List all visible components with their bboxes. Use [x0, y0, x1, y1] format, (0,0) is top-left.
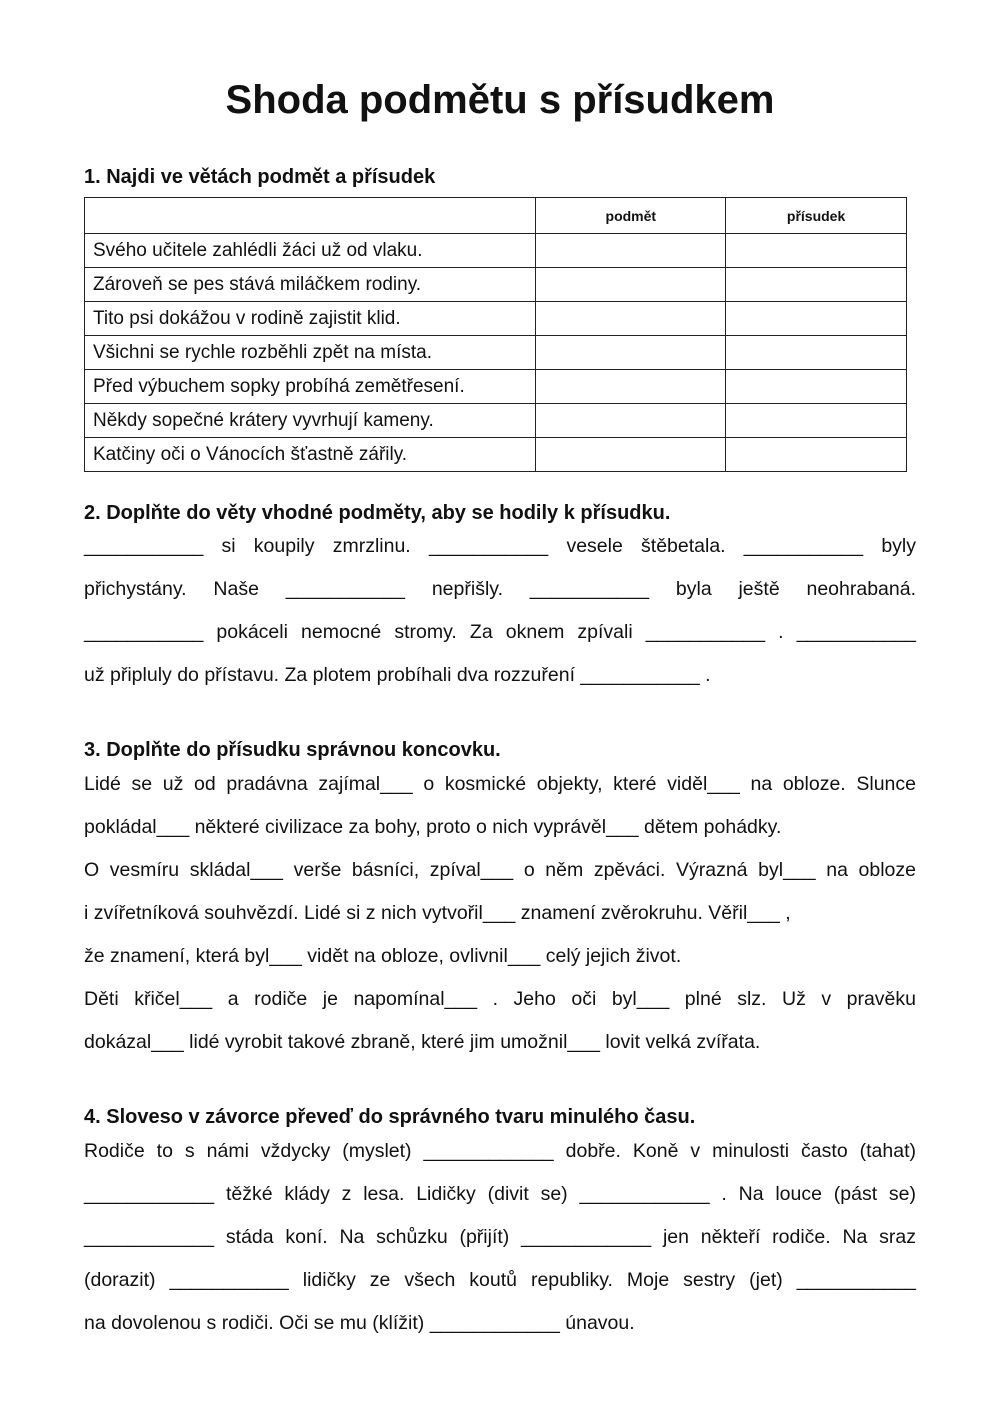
table-header-podmet: podmět [536, 198, 726, 234]
exercise-line: ____________ těžké klády z lesa. Lidičky (divit se) ____________ . Na louce (pást se) [84, 1183, 916, 1205]
sentence-cell: Všichni se rychle rozběhli zpět na místa. [85, 336, 536, 370]
exercise-line: přichystány. Naše ___________ nepřišly. ___________ byla ještě neohrabaná. [84, 578, 916, 600]
exercise-line: už připluly do přístavu. Za plotem probíhali dva rozzuření ___________ . [84, 664, 711, 686]
exercise-line: (dorazit) ___________ lidičky ze všech koutů republiky. Moje sestry (jet) ___________ [84, 1269, 916, 1291]
podmet-cell[interactable] [536, 336, 726, 370]
exercise-line: Rodiče to s námi vždycky (myslet) ____________ dobře. Koně v minulosti často (tahat) [84, 1140, 916, 1162]
table-row [85, 234, 907, 268]
sentence-cell: Svého učitele zahlédli žáci už od vlaku. [85, 234, 536, 268]
table-row [85, 438, 907, 472]
podmet-cell[interactable] [536, 268, 726, 302]
table-row [85, 268, 907, 302]
subject-predicate-table [84, 197, 907, 472]
page-title: Shoda podmětu s přísudkem [225, 78, 775, 122]
exercise-line: dokázal___ lidé vyrobit takové zbraně, které jim umožnil___ lovit velká zvířata. [84, 1031, 761, 1053]
exercise-line: že znamení, která byl___ vidět na obloze, ovlivnil___ celý jejich život. [84, 945, 682, 967]
prisudek-cell[interactable] [726, 268, 907, 302]
table-header-sentence [85, 198, 536, 234]
podmet-cell[interactable] [536, 302, 726, 336]
exercise-line: na dovolenou s rodiči. Oči se mu (klížit) ____________ únavou. [84, 1312, 635, 1334]
section-4-heading: 4. Sloveso v závorce převeď do správného tvaru minulého času. [84, 1106, 696, 1128]
podmet-cell[interactable] [536, 370, 726, 404]
podmet-cell[interactable] [536, 234, 726, 268]
table-row [85, 370, 907, 404]
section-2-heading: 2. Doplňte do věty vhodné podměty, aby se hodily k přísudku. [84, 502, 671, 524]
exercise-line: O vesmíru skládal___ verše básníci, zpíval___ o něm zpěváci. Výrazná byl___ na obloze [84, 859, 916, 881]
sentence-cell: Před výbuchem sopky probíhá zemětřesení. [85, 370, 536, 404]
prisudek-cell[interactable] [726, 336, 907, 370]
section-2-exercise [84, 525, 916, 697]
section-3-heading: 3. Doplňte do přísudku správnou koncovku. [84, 739, 501, 761]
table-header-row [85, 198, 907, 234]
podmet-cell[interactable] [536, 438, 726, 472]
prisudek-cell[interactable] [726, 234, 907, 268]
exercise-line: pokládal___ některé civilizace za bohy, proto o nich vyprávěl___ dětem pohádky. [84, 816, 782, 838]
exercise-line: Lidé se už od pradávna zajímal___ o kosmické objekty, které viděl___ na obloze. Slunce [84, 773, 916, 795]
sentence-cell: Katčiny oči o Vánocích šťastně zářily. [85, 438, 536, 472]
sentence-cell: Zároveň se pes stává miláčkem rodiny. [85, 268, 536, 302]
prisudek-cell[interactable] [726, 438, 907, 472]
exercise-line: i zvířetníková souhvězdí. Lidé si z nich vytvořil___ znamení zvěrokruhu. Věřil___ , [84, 902, 791, 924]
exercise-line: ___________ pokáceli nemocné stromy. Za oknem zpívali ___________ . ___________ [84, 621, 916, 643]
section-1-heading: 1. Najdi ve větách podmět a přísudek [84, 166, 436, 188]
exercise-line: Děti křičel___ a rodiče je napomínal___ . Jeho oči byl___ plné slz. Už v pravěku [84, 988, 916, 1010]
exercise-line: ____________ stáda koní. Na schůzku (přijít) ____________ jen někteří rodiče. Na sraz [84, 1226, 916, 1248]
section-3-exercise [84, 763, 916, 1064]
prisudek-cell[interactable] [726, 302, 907, 336]
exercise-line: ___________ si koupily zmrzlinu. ___________ vesele štěbetala. ___________ byly [84, 535, 916, 557]
prisudek-cell[interactable] [726, 404, 907, 438]
table-row [85, 336, 907, 370]
podmet-cell[interactable] [536, 404, 726, 438]
sentence-cell: Tito psi dokážou v rodině zajistit klid. [85, 302, 536, 336]
sentence-cell: Někdy sopečné krátery vyvrhují kameny. [85, 404, 536, 438]
prisudek-cell[interactable] [726, 370, 907, 404]
table-header-prisudek: přísudek [726, 198, 907, 234]
table-row [85, 302, 907, 336]
table-row [85, 404, 907, 438]
section-4-exercise [84, 1130, 916, 1345]
